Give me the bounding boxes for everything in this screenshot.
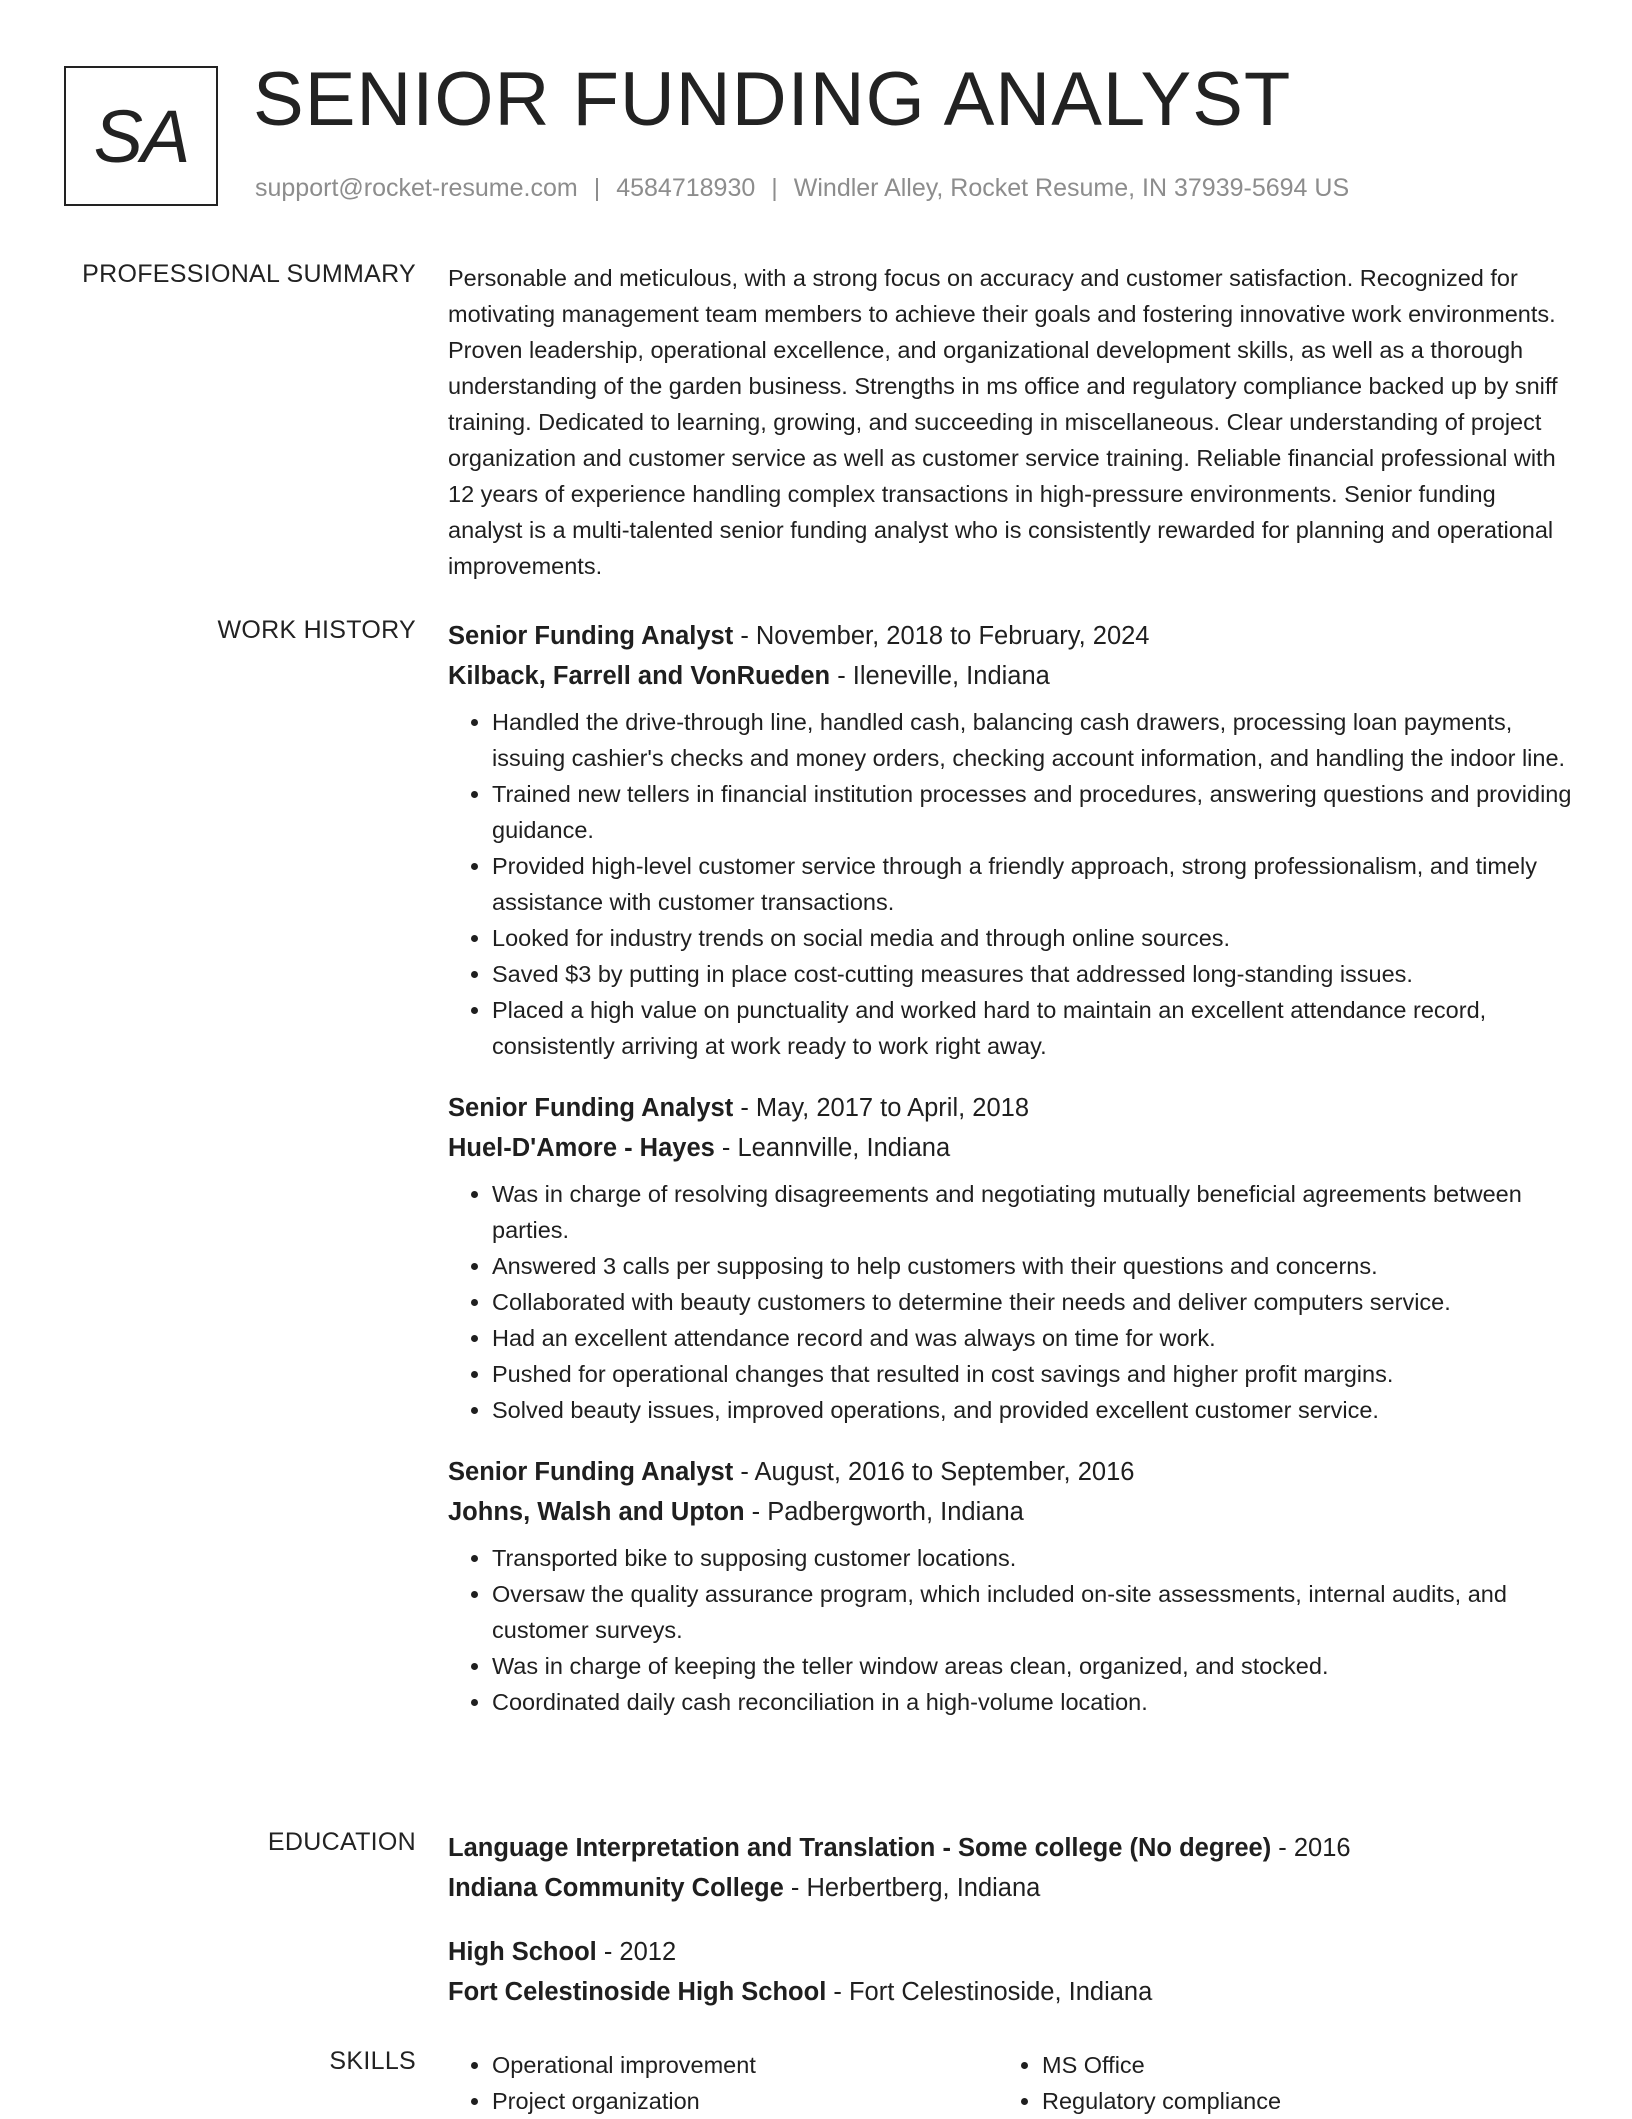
job-bullet: • Coordinated daily cash reconciliation in a high-volume location.	[492, 1684, 1573, 1720]
contact-separator: |	[771, 174, 778, 202]
section-label-education: EDUCATION	[267, 1828, 416, 1856]
education-degree: Language Interpretation and Translation - Some college (No degree)	[448, 1834, 1272, 1862]
education-degree-line	[448, 1828, 1573, 1868]
job-bullet: • Had an excellent attendance record and was always on time for work.	[492, 1320, 1573, 1356]
job-bullet: • Provided high-level customer service through a friendly approach, strong professionalism, and timely assistance with customer transactions.	[492, 848, 1573, 920]
job-bullet: • Handled the drive-through line, handled cash, balancing cash drawers, processing loan payments, issuing cashier's checks and money orders, checking account information, and handling the indoor line.	[492, 704, 1573, 776]
section-label-work-history: WORK HISTORY	[217, 616, 416, 644]
job-title: Senior Funding Analyst	[448, 1094, 734, 1122]
skills-grid	[448, 2047, 1573, 2119]
contact-phone[interactable]: 4584718930	[616, 174, 756, 202]
contact-line	[255, 174, 1349, 203]
job-company-line	[448, 1492, 1573, 1532]
education-degree: High School	[448, 1938, 597, 1966]
job-bullet: • Solved beauty issues, improved operations, and provided excellent customer service.	[492, 1392, 1573, 1428]
job-bullet: • Answered 3 calls per supposing to help customers with their questions and concerns.	[492, 1248, 1573, 1284]
job-bullets	[448, 1540, 1573, 1720]
job-company-line	[448, 1128, 1573, 1168]
job-bullet: • Was in charge of resolving disagreements and negotiating mutually beneficial agreements between parties.	[492, 1176, 1573, 1248]
job-dates: - November, 2018 to February, 2024	[733, 622, 1150, 650]
job-bullet: • Saved $3 by putting in place cost-cutting measures that addressed long-standing issues.	[492, 956, 1573, 992]
job-company: Johns, Walsh and Upton	[448, 1498, 745, 1526]
skill-item: • MS Office	[1042, 2047, 1548, 2083]
job-entry	[448, 1452, 1573, 1720]
contact-email[interactable]: support@rocket-resume.com	[255, 174, 578, 202]
section-label-skills: SKILLS	[329, 2047, 416, 2075]
job-location: - Leannville, Indiana	[714, 1134, 951, 1162]
job-location: - Ileneville, Indiana	[830, 662, 1050, 690]
job-title-line	[448, 1452, 1573, 1492]
skills-column	[998, 2047, 1548, 2119]
job-location: - Padbergworth, Indiana	[744, 1498, 1024, 1526]
job-company-line	[448, 656, 1573, 696]
job-bullet: • Collaborated with beauty customers to determine their needs and deliver computers service.	[492, 1284, 1573, 1320]
contact-separator: |	[593, 174, 601, 202]
resume-name: SENIOR FUNDING ANALYST	[253, 57, 1292, 142]
job-company: Kilback, Farrell and VonRueden	[448, 662, 831, 690]
job-title-line	[448, 1088, 1573, 1128]
education-school: Indiana Community College	[448, 1874, 784, 1902]
education-year: - 2012	[596, 1938, 677, 1966]
job-title: Senior Funding Analyst	[448, 622, 734, 650]
job-bullet: • Pushed for operational changes that resulted in cost savings and higher profit margins.	[492, 1356, 1573, 1392]
education-entry	[448, 1828, 1573, 1908]
education-year: - 2016	[1271, 1834, 1351, 1862]
skill-item: • Regulatory compliance	[1042, 2083, 1548, 2119]
skill-item: • Operational improvement	[492, 2047, 998, 2083]
summary-text: Personable and meticulous, with a strong focus on accuracy and customer satisfaction. Recognized for motivating management team members to achieve their goals and fostering innovative work environments. Proven leadership, operational excellence, and organizational development skills, as well as a thorough understanding of the garden business. Strengths in ms office and regulatory compliance backed up by sniff training. Dedicated to learning, growing, and succeeding in miscellaneous. Clear understanding of project organization and customer service as well as customer service training. Reliable financial professional with 12 years of experience handling complex transactions in high-pressure environments. Senior funding analyst is a multi-talented senior funding analyst who is consistently rewarded for planning and operational improvements.	[448, 265, 1558, 579]
education-degree-line	[448, 1932, 1573, 1972]
job-entry	[448, 1088, 1573, 1428]
job-dates: - August, 2016 to September, 2016	[733, 1458, 1135, 1486]
education-entry	[448, 1932, 1573, 2012]
job-company: Huel-D'Amore - Hayes	[448, 1134, 715, 1162]
job-bullet: • Was in charge of keeping the teller window areas clean, organized, and stocked.	[492, 1648, 1573, 1684]
education-location: - Herbertberg, Indiana	[783, 1874, 1041, 1902]
education-location: - Fort Celestinoside, Indiana	[826, 1978, 1153, 2006]
job-dates: - May, 2017 to April, 2018	[733, 1094, 1030, 1122]
job-title-line	[448, 616, 1573, 656]
contact-address: Windler Alley, Rocket Resume, IN 37939-5694 US	[793, 174, 1350, 202]
education-school-line	[448, 1868, 1573, 1908]
skills-column	[448, 2047, 998, 2119]
initials-monogram: SA	[64, 66, 218, 206]
education-school-line	[448, 1972, 1573, 2012]
job-entry	[448, 616, 1573, 1064]
section-label-summary: PROFESSIONAL SUMMARY	[82, 260, 416, 288]
job-bullet: • Oversaw the quality assurance program, which included on-site assessments, internal audits, and customer surveys.	[492, 1576, 1573, 1648]
job-bullet: • Placed a high value on punctuality and worked hard to maintain an excellent attendance record, consistently arriving at work ready to work right away.	[492, 992, 1573, 1064]
job-bullets	[448, 1176, 1573, 1428]
job-bullets	[448, 704, 1573, 1064]
job-bullet: • Looked for industry trends on social media and through online sources.	[492, 920, 1573, 956]
education-school: Fort Celestinoside High School	[448, 1978, 827, 2006]
skill-item: • Project organization	[492, 2083, 998, 2119]
job-bullet: • Trained new tellers in financial institution processes and procedures, answering questions and providing guidance.	[492, 776, 1573, 848]
job-bullet: • Transported bike to supposing customer locations.	[492, 1540, 1573, 1576]
job-title: Senior Funding Analyst	[448, 1458, 734, 1486]
